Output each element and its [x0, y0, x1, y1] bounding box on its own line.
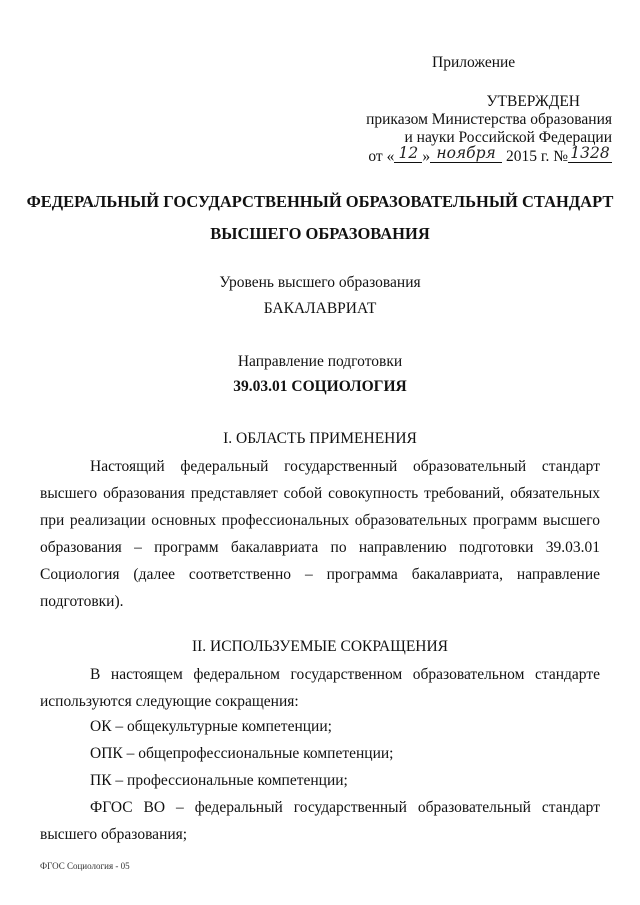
approval-title: УТВЕРЖДЕН: [486, 93, 580, 110]
approval-ministry-line: и науки Российской Федерации: [404, 129, 612, 146]
appendix-label: Приложение: [432, 54, 516, 71]
handwritten-day: 12: [394, 144, 422, 163]
direction-label: Направление подготовки: [237, 353, 403, 370]
section-2-heading: II. ИСПОЛЬЗУЕМЫЕ СОКРАЩЕНИЯ: [191, 638, 449, 655]
section-2-intro: В настоящем федеральном государственном образовательном стандарте используются следующие сокращения:: [40, 666, 600, 710]
title-line-1: ФЕДЕРАЛЬНЫЙ ГОСУДАРСТВЕННЫЙ ОБРАЗОВАТЕЛЬНЫЙ СТАНДАРТ: [26, 192, 614, 211]
level-label: Уровень высшего образования: [219, 274, 421, 291]
approval-date-line: [350, 144, 612, 166]
section-1-text: Настоящий федеральный государственный образовательный стандарт высшего образования представляет собой совокупность требований, обязательных при реализации основных профессиональных образовательных программ высшего образования – программ бакалавриата по направлению подготовки 39.03.01 Социология (далее соответственно – программа бакалавриата, направление подготовки).: [40, 458, 600, 610]
date-year: 2015 г. №: [505, 148, 568, 165]
date-quote-close: »: [422, 148, 431, 165]
handwritten-order-number: 1328: [568, 144, 612, 163]
page-footer: ФГОС Социология - 05: [40, 861, 130, 871]
approval-block: [350, 92, 612, 166]
direction-value: 39.03.01 СОЦИОЛОГИЯ: [233, 378, 407, 395]
section-1-heading: I. ОБЛАСТЬ ПРИМЕНЕНИЯ: [223, 430, 417, 447]
abbreviation-fgos: ФГОС ВО – федеральный государственный образовательный стандарт высшего образования;: [40, 799, 600, 843]
document-title: [20, 186, 620, 250]
abbreviation-pk: ПК – профессиональные компетенции;: [90, 772, 348, 789]
title-line-2: ВЫСШЕГО ОБРАЗОВАНИЯ: [210, 224, 430, 243]
abbreviation-ok: ОК – общекультурные компетенции;: [90, 718, 332, 735]
level-value: БАКАЛАВРИАТ: [263, 300, 377, 317]
handwritten-month: ноября: [430, 144, 502, 163]
date-prefix: от «: [368, 148, 395, 165]
approval-order-line: приказом Министерства образования: [366, 111, 612, 128]
abbreviation-opk: ОПК – общепрофессиональные компетенции;: [90, 745, 394, 762]
